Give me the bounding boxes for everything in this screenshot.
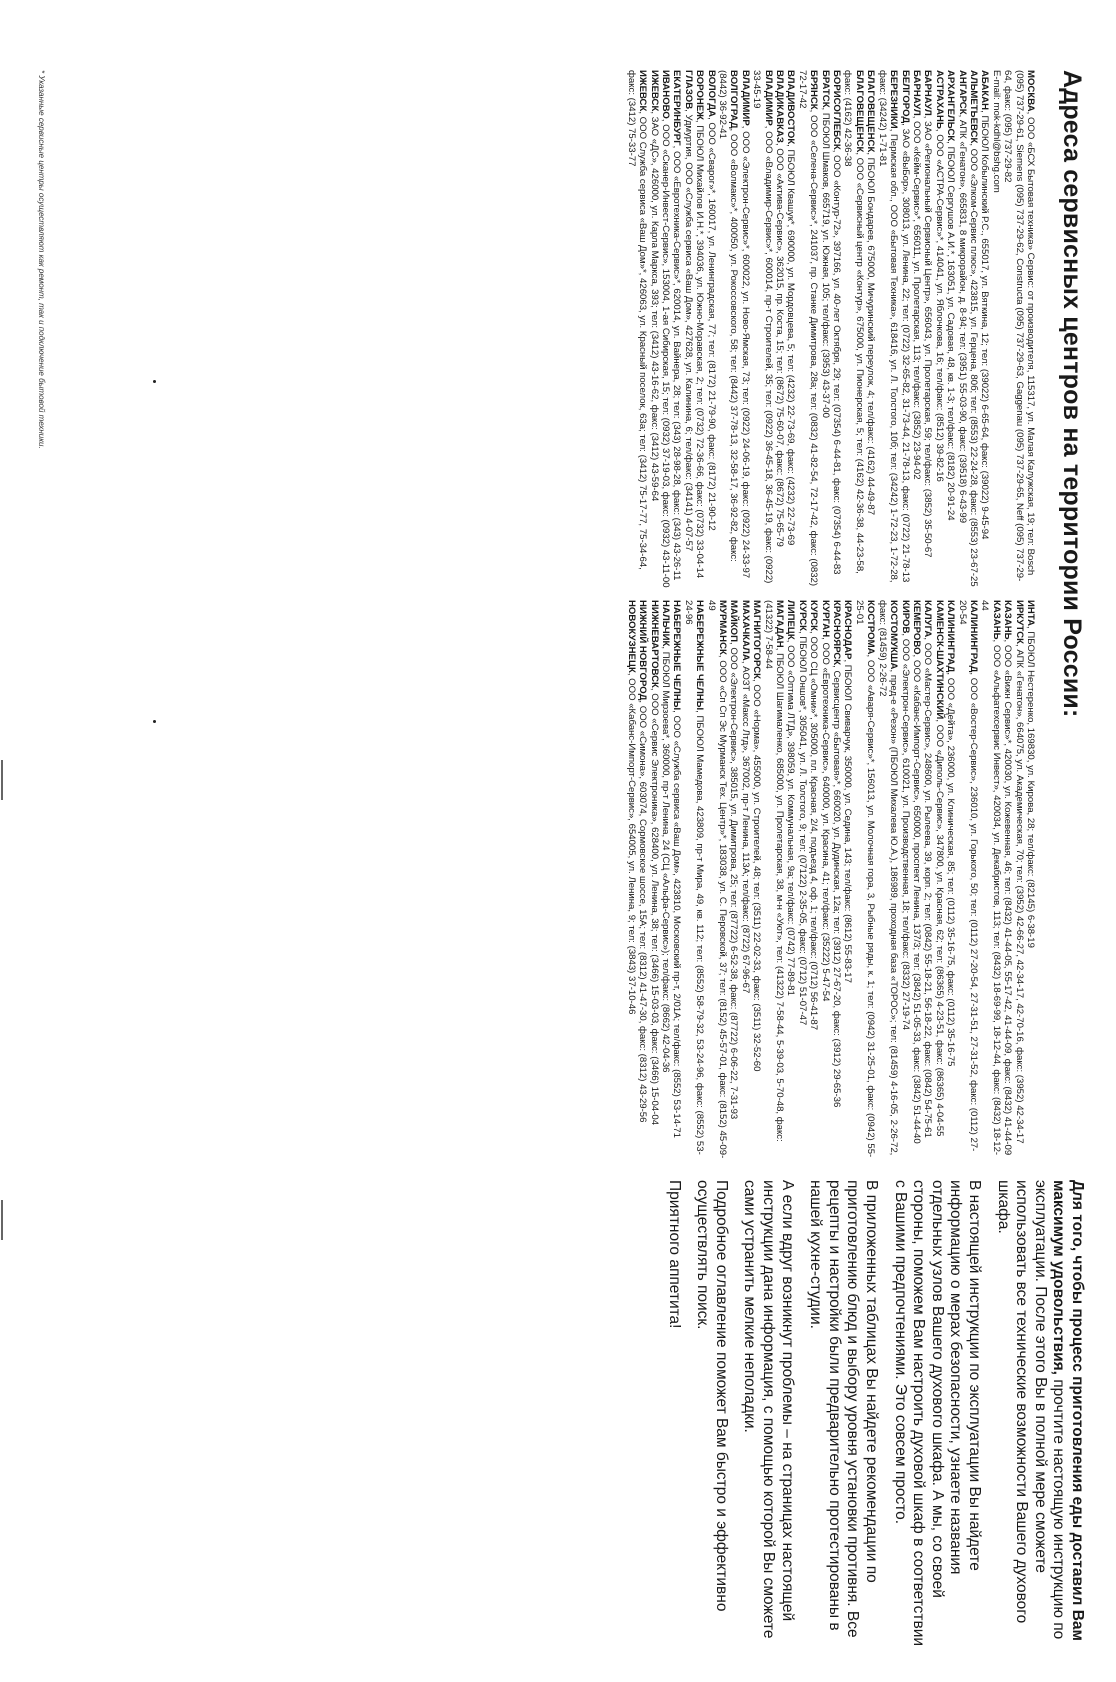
address-details: , ПБОЮЛ Свиварчук, 350000, ул. Седина, 143; тел/факс: (8612) 55-83-17 [842,659,854,983]
address-details: , ООО «Евротехника-Сервис»*, 620014, ул. Вайнера, 28; тел: (343) 28-98-28, факс: (343) 43-26-11 [671,145,683,581]
city-name: БАРНАУЛ [910,70,922,116]
address-details: , ООО «Оптима ЛТД», 398059, ул. Коммунальная, 9а; тел/факс: (0742) 77-89-81 [785,639,797,996]
intro-lead: Для того, чтобы процесс приготовления еды доставил Вам максимум удовольствия, [1050,1180,1086,1641]
city-name: МАГАДАН [774,600,786,648]
service-center-entry [637,600,648,1160]
city-name: ИЖЕВСК [648,70,660,112]
city-name: НИЖНИЙ НОВГОРОД [637,600,649,701]
intro-paragraph-5: Подробное оглавление поможет Вам быстро и эффективно осуществлять поиск. [694,1180,730,1612]
service-center-entry [945,70,956,590]
city-name: КАЛИНИНГРАД [945,600,957,673]
service-center-entry [739,600,750,1160]
address-details: , ЗАО «Региональный Сервисный Центр», 656043, ул. Пролетарская, 59; тел/факс: (3852) 35-50-67 [922,115,934,558]
city-name: КУРГАН [819,600,831,638]
address-details: , ПБОЮЛ Кобылинский Р.С., 655017, ул. Вяткина, 12; тел: (39022) 6-65-64, факс: (39022) 9-45-94 [979,110,991,540]
address-details: , пред-е «Резон» (ПБОЮЛ Михалева Ю.А.), 186989, проходная база «ТОРОС»; тел: (81459) 4-16-05, 2-26-72, факс: (81459) 2-26-72 [876,600,900,1156]
address-details: , ПБОЮЛ Нестеренко, 169830, ул. Кирова, 28; тел/факс: (82145) 6-38-19 [1025,626,1036,948]
service-center-entry [979,70,990,590]
address-details: , ООО «Кабанс-Импорт-Сервис», 650000, проспект Ленина, 137/3; тел: (3842) 51-05-33, факс: (3842) 51-44-40 [910,654,922,1144]
city-name: КРАСНОДАР [842,600,854,660]
address-details: , ООО «Востер-Сервис», 236010, ул. Горького, 50; тел: (0112) 27-20-54, 27-31-51, 27-31-52, факс: (0112) 27-20-54 [956,600,979,1152]
city-name: МАЙКОП [728,600,740,643]
city-name: НИЖНЕВАРТОВСК [648,600,660,688]
address-details: , ООО «Элком-Сервис плюс», 423815, ул. Герцена, 80б; тел: (8553) 22-24-28, факс: (8553) 23-67-25 [967,143,979,587]
city-name: АЛЬМЕТЬЕВСК [967,70,979,144]
address-details: , АПК «Генатон», 665831, 8 микрорайон, д. 8-94; тел: (3951) 55-03-90, факс: (39518) 6-43-99 [956,114,968,524]
service-center-entry [831,600,842,1160]
city-name: КУРСК [808,600,820,632]
address-details: , ООО СЦ «Омни»*, 305000, пл. Красная, 2/4, подъезд 4, оф. 1; тел/факс: (0712) 56-41-87 [808,631,820,1031]
city-name: КРАСНОЯРСК [831,600,843,666]
service-center-entry [728,600,739,1160]
service-center-entry [945,600,956,1160]
address-details: , ООО «Мастер-Сервис», 248600, ул. Рылеева, 39, корп. 2; тел: (0842) 55-18-21, 56-18-22, факс: (0842) 54-75-61 [922,637,934,1138]
address-details: , Удмуртия, ООО «Служба сервиса «Ваш Дом», 427628, ул. Калинина, 6; тел/факс: (34141) 4-07-57 [682,109,694,552]
city-name: ГЛАЗОВ [682,70,694,110]
service-center-entry [1013,600,1024,1160]
city-name: КАЗАНЬ [990,600,1002,640]
service-center-entry [911,70,922,590]
address-details: , ООО «Сервисный центр «Контур», 675000, ул. Пионерская, 5; тел: (4162) 42-36-38, 44-23-58, факс: (4162) 42-36-38 [842,70,865,574]
address-details: , ПБОЮЛ Шмаков, 665719, ул. Южная, 105; тел/факс: (3953) 43-37-00 [819,107,831,418]
service-center-entry [648,600,659,1160]
city-name: ИЖЕВСК [637,70,649,112]
city-name: КОСТРОМА [865,600,877,655]
address-details: , ООО «Сканер-Инвест-Сервис», 153004, 1-ая Сибирская, 15; тел: (0932) 37-19-03, факс: (0932) 43-11-00 [660,118,671,588]
service-center-entry [865,70,876,590]
city-name: АРХАНГЕЛЬСК [945,70,957,142]
address-details: , Сервисцентр «Бытовая»*, 660020, ул. Дудинская, 12а; тел: (3912) 27-67-20, факс: (3912) 29-65-36 [831,665,843,1108]
address-details: , ООО «БСХ Бытовая техника» Сервис: от производителя, 115317, ул. Малая Калужская, 19; тел: Bosch (095) 737-29-61, Siemens (095) 737-29-62, Constructa (095) 737-29-63, Gaggenau (095) 737-29-65, Neff (095) 737-29-64, факс: (095) 737-29-82 [1002,70,1036,582]
city-name: БЕЛГОРОД [899,70,911,124]
address-details: , АОЗТ «Максс Лтд», 367002, пр-т Ленина, 113А; тел/факс: (8722) 67-96-67 [739,660,751,994]
intro-paragraph-6: Приятного аппетита! [665,1180,683,1329]
address-details: , ООО «Сварог»*, 160017, ул. Ленинградская, 77; тел: (8172) 21-79-90, факс: (8172) 21-90-12 [705,117,717,531]
address-details: , ООО «Аваря-Сервис»*, 156013, ул. Молочная гора, 3, Рыбные ряды, к. 1; тел: (0942) 31-25-01, факс: (0942) 55-25-01 [853,600,877,1158]
service-center-entry [705,70,716,590]
city-name: БЛАГОВЕЩЕНСК [865,70,877,153]
city-name: КАМЕНСК-ШАХТИНСКИЙ [933,600,945,720]
city-name: ЕКАТЕРИНБУРГ [671,70,683,146]
city-name: ИВАНОВО [660,70,671,119]
address-details: , ООО «Кабанс-Импорт-Сервис», 654005, ул. Ленина, 9; тел: (3843) 37-10-46 [625,672,637,1015]
address-details: , ООО «Альфатехсервис Инвест», 420034, ул. Декабристов, 113; тел: (8432) 18-69-99, 18-12-44, факс: (8432) 18-12-44 [979,600,1002,1156]
address-details: , ООО «Владимир-Сервис»*, 600014, пр-т Строителей, 35; тел: (0922) 36-45-18, 36-45-19, факс: (0922) 33-45-19 [751,70,774,584]
city-name: БОРИСОГЛЕБСК [831,70,843,150]
address-details: , ООО «Селена-Сервис»*, 241037, пр. Станке Димитрова, 28а; тел: (0832) 41-82-54, 72-17-42, факс: (0832) 72-17-42 [796,70,820,587]
service-center-entry [785,70,796,590]
city-name: ИНТА [1025,600,1036,627]
city-name: КИРОВ [899,600,911,634]
address-details: , Пермская обл., ООО «Бытовая Техника», 618416, ул. Л. Толстого, 10б; тел: (34242) 1-72-23, 1-72-28, факс: (34242) 1-71-81 [876,70,900,583]
address-details: , ООО «Дейта», 236000, ул. Клиническая, 85; тел: (0112) 35-16-75, факс: (0112) 35-16-75 [945,672,957,1067]
scan-speck [153,380,156,383]
service-center-entry [762,600,785,1160]
address-details: , ООО «Сп Сп Эс Мурманск Тех. Центр»*, 183038, ул. С. Перовской, 37; тел: (8152) 45-57-01, факс: (8152) 45-09-49 [705,600,729,1159]
service-center-entry [854,600,877,1160]
city-name: ВЛАДИМИР [762,70,774,126]
city-name: ВОЛГОГРАД [728,70,740,129]
address-details: , ООО «Диполь-Сервис», 347800, ул. Красная, 62; тел: (86365) 4-23-51, факс: (86365) 4-04-55 [933,719,945,1137]
service-center-entry [648,70,659,590]
service-center-entry [922,600,933,1160]
address-details: , ООО «Евротехника-Сервис», 640000, ул. Красина, 41; тел/факс: (35222) 5-47-54 [819,637,831,1002]
address-column-1 [625,70,1036,590]
address-details: , АПК «Генатон», 664075, ул. Академическая, 70; тел: (3952) 42-66-27, 42-34-17, 42-70-16, факс: (3952) 42-34-17 [1013,644,1025,1144]
city-name: КОСТОМУКША [888,600,900,670]
scan-speck [153,720,156,723]
service-center-entry [831,70,842,590]
service-center-entry [819,70,830,590]
service-center-entry [842,600,853,1160]
service-center-entry [956,70,967,590]
address-details: , ПБОЮЛ Михайлов И.Н.*, 394036, ул. Южно-Моравская, 2; тел: (0732) 72-36-66, факс: (0732) 33-04-14 [694,119,706,579]
city-name: МАХАЧКАЛА [739,600,751,661]
service-center-entry [671,600,682,1160]
service-center-entry [625,70,648,590]
service-center-entry [876,600,899,1160]
city-name: НАЛЬЧИК [660,600,671,647]
city-name: БЛАГОВЕЩЕНСК [853,70,865,153]
service-center-entry [911,600,922,1160]
service-center-entry [876,70,899,590]
hole-punch-mark [1,760,3,800]
address-details: , ООО «Норма», 455000, ул. Строителей, 48; тел: (3511) 22-02-33, факс: (3511) 32-52-60 [751,678,763,1072]
service-center-entry [660,600,671,1160]
address-details: , ПБОЮЛ Квашук*, 690000, ул. Мордовцева, 5; тел: (4232) 22-73-69, факс: (4232) 22-73-69 [785,144,797,546]
city-name: КАЛУГА [922,600,934,638]
city-name: ВЛАДИВОСТОК [785,70,797,145]
service-center-entry [739,70,750,590]
city-name: ВЛАДИМИР [739,70,751,126]
city-name: НАБЕРЕЖНЫЕ ЧЕЛНЫ [694,600,706,711]
address-column-2 [625,600,1036,1160]
service-center-entry [1002,70,1036,590]
footnote: * Указанные сервисные центры осуществляют как ремонт, так и подключение бытовой техники. [37,70,46,449]
address-details: , ПБОЮЛ Оншов*, 305041, ул. Л. Толстого, 9; тел: (07122) 2-35-05, факс: (0712) 51-07-47 [796,631,808,1026]
address-details: , ПБОЮЛ Мирзоева*, 360000, пр-т Ленина, 24 (СЦ «Альфа-Сервис»); тел/факс: (8662) 42-04-36 [660,646,671,1073]
service-center-entry [922,70,933,590]
city-name: КУРСК [796,600,808,632]
city-name: КАЛИНИНГРАД [967,600,979,673]
service-center-entry [1025,600,1036,1160]
service-center-entry [774,70,785,590]
city-name: ИРКУТСК [1013,600,1025,645]
address-details: , ПБОЮЛ Шагималенко, 685000, ул. Пролетарская, 38, м-н «Уют», тел: (41322) 7-58-44, 5-39-03, 5-70-48, факс: (41322) 7-58-44 [762,600,786,1142]
page-title: Адреса сервисных центров на территории России: [1058,70,1086,718]
intro-paragraph-1 [993,1180,1086,1650]
service-center-entry [751,600,762,1160]
address-details: , ООО «Служба сервиса «Ваш Дом», 423810, Московский пр-т, 2/01А; тел/факс: (8552) 53-14-71 [671,710,683,1138]
service-center-entry [899,600,910,1160]
intro-paragraph-2: В настоящей инструкции по эксплуатации Вы найдете информацию о мерах безопасности, узнаете названия отдельных узлов Вашего духового шкафа. А мы, со своей стороны, поможем Вам настроить духовой шкаф в соответствии с Вашими предпочтениями. Это совсем просто. [891,1180,984,1647]
service-center-entry [796,70,819,590]
address-details: E-mail: mok-kdhl@bshg.com [990,70,1002,193]
service-center-entry [796,600,807,1160]
address-details: , ООО «АСТРА-Сервис»*, 414041, ул. Яблочкова, 16; тел/факс: (8512) 39-82-16 [933,128,945,482]
city-name: АНГАРСК [956,70,968,115]
service-center-entry [705,600,728,1160]
address-details: , ПБОЮЛ Бондарев, 675000, Мичуринский переулок, 4; тел/факс: (4162) 44-49-87 [865,152,877,516]
service-center-entry [808,600,819,1160]
city-name: КАЗАНЬ [1002,600,1014,640]
address-details: , ООО «Симона», 603074, Сормовское шоссе, 15А; тел: (8312) 41-47-30, факс: (8312) 43-29-56 [637,700,649,1123]
address-details: , ООО «Кейм-Сервис»*, 656011, ул. Пролетарская, 113; тел/факс: (3852) 23-94-02 [910,115,922,480]
city-name: БЕРЕЗНИКИ [888,70,900,129]
city-name: АБАКАН [979,70,991,111]
city-name: ЛИПЕЦК [785,600,797,640]
service-center-entry [671,70,682,590]
city-name: БАРНАУЛ [922,70,934,116]
service-center-entry [956,600,979,1160]
service-center-entry [625,600,636,1160]
intro-text [654,1180,1086,1650]
address-details: , ООО «Контур-72», 397166, ул. 40-лет Октября, 29; тел: (07354) 6-44-81, факс: (07354) 6-44-83 [831,149,843,575]
service-center-entry [785,600,796,1160]
city-name: МУРМАНСК [717,600,729,655]
service-center-entry [682,70,693,590]
address-details: , ПБОЮЛ Сергушов А.И.*, 163051, ул. Садовая, 48, кв. 1-3; тел/факс: (8182) 20-91-24 [945,141,957,521]
city-name: ВОРОНЕЖ [694,70,706,120]
address-details: , ООО «Электрон-Сервис», 610021, ул. Производственная, 18; тел/факс: (8332) 27-19-74 [899,633,911,1030]
service-center-entry [819,600,830,1160]
address-details: , ЗАО «ВыБор», 308013, ул. Ленина, 22; тел: (0722) 32-65-82, 31-73-44, 21-78-13, факс: (0722) 21-78-13 [899,123,911,583]
address-details: , ООО «Волмакс»*, 400050, ул. Рокоссовского, 58; тел: (8442) 37-78-13, 32-58-17, 36-92-82, факс: (8442) 36-92-41 [717,70,740,562]
address-details: , ПБОЮЛ Мамедова, 423809, пр-т Мира, 49, кв. 112; тел: (8552) 58-79-32, 53-24-96, факс: (8552) 53-24-96 [682,600,706,1155]
service-center-entry [842,70,865,590]
hole-punch-mark [1,1200,3,1240]
city-name: ВОЛОГДА [705,70,717,118]
address-details: , ООО «Электрон-Сервис», 385015, ул. Димитрова, 25; тел: (87722) 6-52-38, факс: (87722) 6-06-22, 7-31-93 [728,642,740,1120]
service-center-entry [979,600,1002,1160]
intro-p1-rest: прочтите настоящую инструкцию по эксплуатации. После этого Вы в полной мере сможете использовать все технические возможности Вашего духового шкафа. [994,1180,1068,1640]
city-name: НОВОКУЗНЕЦК [625,600,637,673]
service-center-entry [660,70,671,590]
service-center-entry [968,70,979,590]
address-details: , ЗАО «ДС», 426000, ул. Карла Маркса, 393; тел: (3412) 43-16-62, факс: (3412) 43-59-64 [648,111,660,502]
service-center-entry [694,70,705,590]
service-center-entry [682,600,705,1160]
city-name: БРЯНСК [808,70,820,110]
city-name: ВЛАДИКАВКАЗ [774,70,786,143]
address-details: , ООО Служба сервиса «Ваш Дом»*, 426063, ул. Красный поселок, 63а; тел: (3412) 75-17-77, 75-34-64, факс: (3412) 75-33-77 [625,70,649,570]
address-details: , ООО «Актива-Сервис», 362015, пр. Коста, 15; тел: (8672) 75-60-07, факс: (8672) 75-65-79 [774,142,786,547]
service-center-entry [899,70,910,590]
service-center-entry [933,600,944,1160]
address-details: , ООО «Вижн Сервис»*, 420030, ул. Кожевенная, 46; тел: (8432) 41-44-05, 55-17-42, 41-44-09, факс: (8432) 41-44-09 [1002,639,1014,1156]
service-center-entry [990,70,1001,590]
service-center-entry [717,70,740,590]
intro-paragraph-3: В приложенных таблицах Вы найдете рекомендации по приготовлению блюд и выбору уровня установки противня. Все рецепты и настройки были предварительно протестированы в нашей кухне-студии. [807,1180,881,1638]
city-name: МАГНИТОГОРСК [751,600,763,679]
service-center-entry [751,70,774,590]
service-center-entry [933,70,944,590]
city-name: НАБЕРЕЖНЫЕ ЧЕЛНЫ [671,600,683,711]
city-name: КЕМЕРОВО [910,600,922,655]
intro-paragraph-4: А если вдруг возникнут проблемы – на страницах настоящей инструкции дана информация, с помощью которой Вы сможете сами устранить мелкие неполадки. [741,1180,796,1639]
city-name: БРАТСК [819,70,831,108]
service-center-entry [1002,600,1013,1160]
city-name: АСТРАХАНЬ [933,70,945,129]
address-details: , ООО «Сервис Электроника», 628400, ул. Ленина, 38; тел: (3466) 15-03-03, факс: (3466) 15-04-04 [648,687,660,1126]
city-name: МОСКВА [1025,70,1036,112]
address-details: , ООО «Электрон-Сервис»*, 600022, ул. Ново-Ямская, 73; тел: (0922) 24-06-19, факс: (0922) 24-33-97 [739,125,751,579]
